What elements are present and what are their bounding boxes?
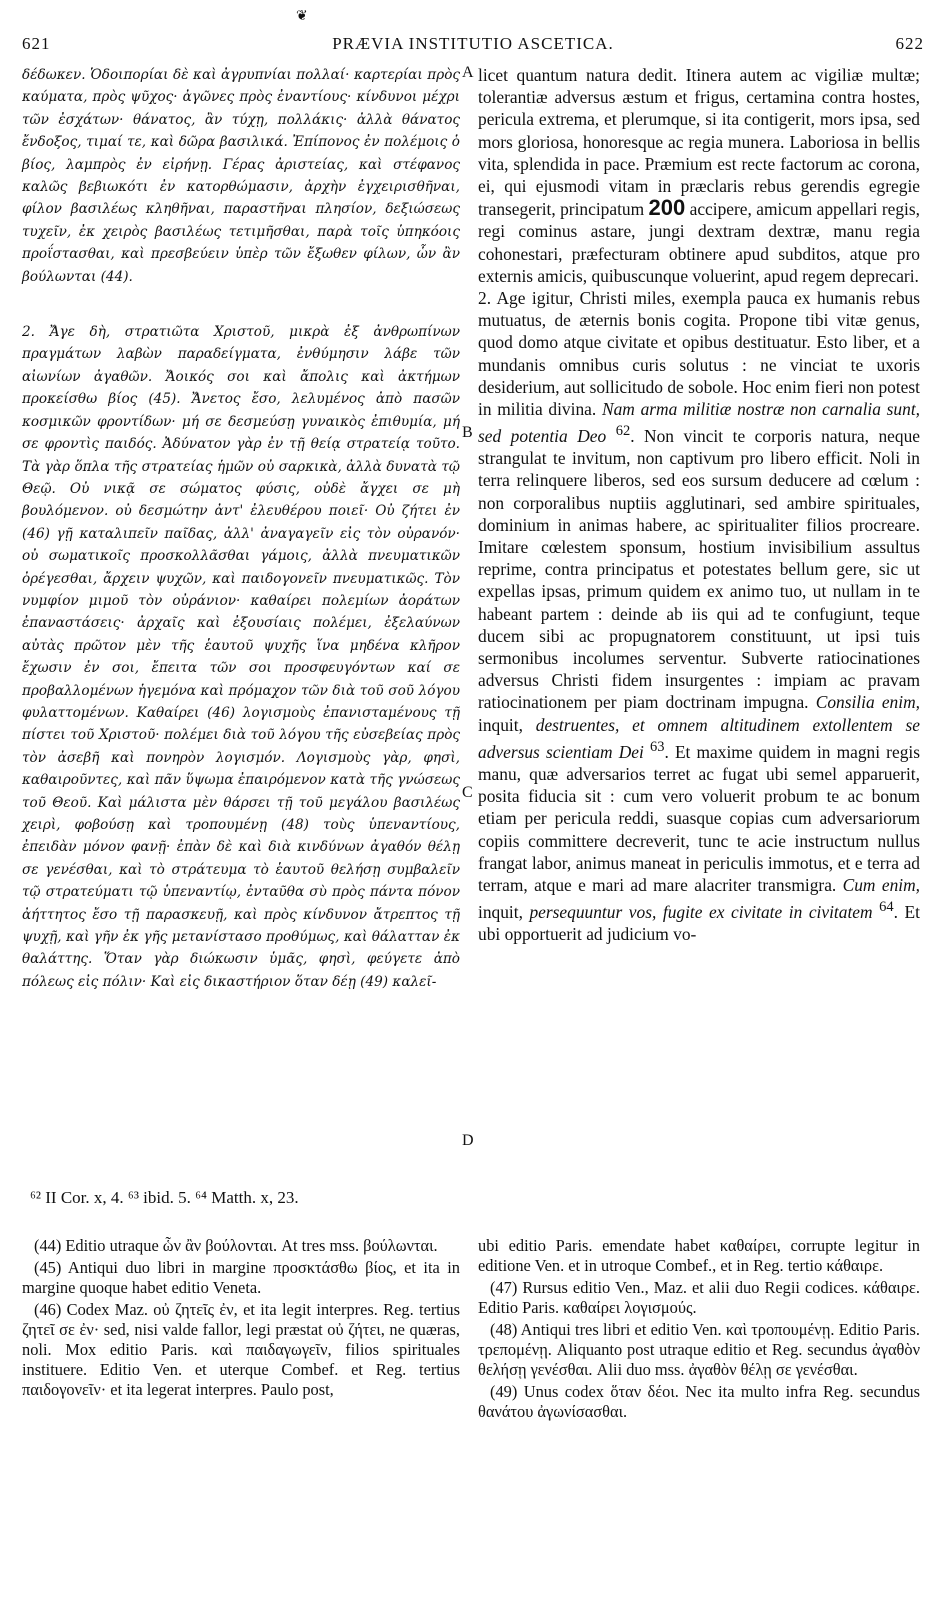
margin-letter-a: A: [462, 64, 474, 81]
greek-column: [22, 64, 460, 993]
greek-paragraph-2: 2. Ἄγε δὴ, στρατιῶτα Χριστοῦ, μικρὰ ἐξ ἀνθρωπίνων πραγμάτων λαβὼν παραδείγματα, ἐνθύμησιν λάβε τῶν αἰωνίων ἀγαθῶν. Ἄοικός σοι καὶ ἄπολις καὶ ἀκτήμων προκείσθω βίος (45). Ἄνετος ἔσο, λελυμένος ἀπὸ πασῶν κοσμικῶν φροντίδων· μή σε δεσμεύσῃ γυναικὸς ἐπιθυμία, μή σε φροντὶς παιδός. Ἀδύνατον γὰρ ἐν τῇ θείᾳ στρατείᾳ τοῦτο. Τὰ γὰρ ὅπλα τῆς στρατείας ἡμῶν οὐ σαρκικὰ, ἀλλὰ δυνατὰ τῷ Θεῷ. Οὐ νικᾷ σε σώματος φύσις, οὐδὲ ἄγχει σε μὴ βουλόμενον. οὐ δεσμώτην ἀντ' ἐλευθέρου ποιεῖ· Οὐ ζήτει ἐν (46) γῇ καταλιπεῖν παῖδας, ἀλλ' ἀναγαγεῖν εἰς τὸν οὐρανόν· οὐ σωματικοῖς προσκολλᾶσθαι γάμοις, ἀλλὰ πνευματικῶν ὀρέγεσθαι, ἄρχειν ψυχῶν, καὶ παιδογονεῖν πνευματικῶς. Τὸν νυμφίον μιμοῦ τὸν οὐράνιον· καθαίρει πολεμίων ἀοράτων ἐπαναστάσεις· ἀρχαῖς καὶ ἐξουσίαις πολέμει, ἐξελαύνων αὐτὰς πρῶτον μὲν τῆς ἑαυτοῦ ψυχῆς ἵνα μηδένα κλῆρον ἔχωσιν ἐν σοι, ἔπειτα τῶν σοι προσφευγόντων καί σε προβαλλομένων ἡγεμόνα καὶ πρόμαχον τῶν διὰ τοῦ σοῦ λόγου φυλαττομένων. Καθαίρει (46) λογισμοὺς ἐπανισταμένους τῇ πίστει τοῦ Χριστοῦ· πολέμει διὰ τοῦ λόγου τῆς εὐσεβείας πρὸς τὸν ἀσεβῆ καὶ πονηρὸν λογισμόν. Λογισμοὺς γὰρ, φησὶ, καθαιροῦντες, καὶ πᾶν ὕψωμα ἐπαιρόμενον κατὰ τῆς γνώσεως τοῦ Θεοῦ. Καὶ μάλιστα μὲν θάρσει τῇ τοῦ μεγάλου βασιλέως χειρὶ, φοβούσῃ καὶ τροπουμένῃ (48) τοὺς ὑπεναντίους, ἐπειδὰν μόνον φανῇ· ἐπὰν δὲ καὶ διὰ κινδύνων ἀγαθόν θέλῃ σε γενέσθαι, καὶ τὸ στράτευμα τὸ ἑαυτοῦ θελήσῃ συμβαλεῖν τῷ στρατεύματι τῷ ὑπεναντίῳ, ἐνταῦθα σὺ πρὸς πάντα πόνον ἀήττητος ἔσο τῇ παρασκευῇ, καὶ πρὸς κίνδυνον ἄτρεπτος τῇ ψυχῇ, καὶ γῆν ἐκ γῆς μετανίστασο προθύμως, καὶ θάλατταν ἐκ θαλάττης. Ὅταν γὰρ διώκωσιν ὑμᾶς, φησὶ, φεύγετε ἀπὸ πόλεως εἰς πόλιν· Καὶ εἰς δικαστήριον ὅταν δέῃ (49) καλεῖ-: [22, 324, 460, 990]
page-number-right: 622: [895, 34, 924, 53]
note-46-continued: ubi editio Paris. emendate habet καθαίρει, corrupte legitur in editione Ven. et in utroque Combef., et in Reg. tertio κάθαιρε.: [478, 1236, 920, 1275]
margin-letter-b: B: [462, 424, 473, 441]
note-46: (46) Codex Maz. οὐ ζητεῖς ἐν, et ita legit interpres. Reg. tertius ζητεῖ σε ἐν· sed, nisi valde fallor, legi præstat οὐ ζήτει, ne quæras, noli. Mox editio Paris. καὶ παιδαγωγεῖν, filios spirituales instituere. Editio Ven. et uterque Combef. et Reg. tertius παιδογονεῖν· et ita legerat interpres. Paulo post,: [22, 1300, 460, 1399]
latin-p2-text-c: inquit,: [478, 714, 536, 735]
latin-p2-text-e: inquit,: [478, 901, 530, 922]
scripture-references: ⁶² II Cor. x, 4. ⁶³ ibid. 5. ⁶⁴ Matth. x, 23.: [30, 1188, 299, 1207]
footnote-ref-64: 64: [879, 899, 894, 916]
latin-p1-text-b: accipere, amicum appellari regis, regi cominus astare, jungi dextram dextræ, manu regia cohonestari, præfecturam obtinere apud subditos, atque pro externis amicis, quibuscunque voluerint, apud regem deprecari.: [478, 199, 920, 286]
latin-p2-italic-4: Cum enim,: [842, 874, 920, 895]
latin-p2-text-d: . Et maxime quidem in magni regis manu, quæ adversarios terret ac fugat ubi semel apparuerit, posita fiducia sit : cum vero voluerit probum te ac bonum etiam per pericula reddi, suasque copias cum adversariorum copiis committere decreverit, tunc te acie instructum nullus frangat labor, animus maneat in periculis immotus, et e terra ad terram, atque e mari ad mare alacriter transmigra.: [478, 741, 920, 895]
notes-right: [478, 1236, 920, 1424]
latin-p2-italic-2: Consilia enim,: [815, 692, 920, 713]
note-47: (47) Rursus editio Ven., Maz. et alii duo Regii codices. κάθαιρε. Editio Paris. καθαίρει λογισμούς.: [478, 1278, 920, 1317]
greek-paragraph-1: δέδωκεν. Ὁδοιπορίαι δὲ καὶ ἀγρυπνίαι πολλαί· καρτερίαι πρὸς καύματα, πρὸς ψῦχος· ἀγῶνες πρὸς ἐναντίους· κίνδυνοι μέχρι τῶν ἐσχάτων· θάνατος, ἂν τύχῃ, πολλάκις· ἀλλὰ θάνατος ἔνδοξος, τιμαί τε, καὶ δῶρα βασιλικά. Ἐπίπονος ἐν πολέμοις ὁ βίος, λαμπρὸς ἐν εἰρήνῃ. Γέρας ἀριστείας, καὶ στέφανος καλῶς βεβιωκότι ἐν κατορθώμασιν, ἀρχὴν ἐγχειρισθῆναι, φίλον βασιλέως κληθῆναι, παραστῆναι πλησίον, δεξιώσεως τυχεῖν, ἐκ χειρὸς βασιλέως τετιμῆσθαι, παρὰ τοῖς ὑπηκόοις προΐστασθαι, καὶ πρεσβεύειν ὑπὲρ τῶν ἔξωθεν φίλων, ὧν ἂν βούλωνται (44).: [22, 67, 460, 285]
latin-paragraph-1: [478, 64, 920, 287]
latin-p2-text-f: . Et ubi opportuerit ad judicium vo-: [478, 901, 920, 945]
footnote-ref-63: 63: [649, 738, 665, 755]
latin-paragraph-2: [478, 287, 920, 945]
latin-p2-italic-1: Nam arma militiæ nostræ non carnalia sunt, sed potentia Deo: [478, 399, 921, 447]
ornament-mark: ❦: [296, 8, 308, 24]
margin-letter-d: D: [462, 1132, 474, 1149]
latin-p1-text-a: licet quantum natura dedit. Itinera autem ac vigiliæ multæ; tolerantiæ adversus æstum et frigus, certamina contra hostes, pericula extrema, et plerumque, si ita contigerit, mors ipsa, sed mors gloriosa, honoresque ac regia munera. Laboriosa in bellis vita, splendida in pace. Præmium est recte factorum ac corona, ei, qui ejusmodi vitam in præclaris rebus gerendis egregie transegerit, principatum: [478, 65, 920, 220]
footnote-ref-62: 62: [615, 423, 631, 440]
latin-p2-italic-3: destruentes, et omnem altitudinem extollentem se adversus scientiam Dei: [478, 714, 920, 762]
latin-p2-text-b: . Non vincit te corporis natura, neque strangulat te invitum, non captivum pro libero efficit. Noli in terra relinquere liberos, sed eos sursum deducere ad cœlum : non corporalibus nuptiis agglutinari, sed ambire spirituales, dominium in animas habere, ac spiritualiter filios procreare. Imitare cœlestem sponsum, hostium invisibilium assultus reprime, contra principatus et potestates bellum gere, sic ut expellas ipsas, primum quidem ex animo tuo, ut nullam in te habeant partem : deinde ab iis qui ad te confugiunt, teque ducem sibi ac propugnatorem constituunt, ut ipsi tuis sermonibus incolumes serventur. Subverte ratiocinationes adversus Christi fidem insurgentes : impiam ac pravam ratiocinationem per piam doctrinam impugna.: [478, 426, 920, 713]
margin-letter-c: C: [462, 784, 473, 801]
latin-p2-italic-5: persequuntur vos, fugite ex civitate in civitatem: [529, 901, 873, 922]
note-48: (48) Antiqui tres libri et editio Ven. καὶ τροπουμένῃ. Editio Paris. τρεπομένῃ. Aliquanto post utraque editio et Reg. secundus ἀγαθὸν θελήσῃ γενέσθαι. Alii duo mss. ἀγαθὸν θέλῃ σε γενέσθαι.: [478, 1320, 920, 1379]
page-title: PRÆVIA INSTITUTIO ASCETICA.: [332, 34, 614, 53]
note-49: (49) Unus codex ὅταν δέοι. Nec ita multo infra Reg. secundus θανάτου ἀγωνίσασθαι.: [478, 1382, 920, 1421]
note-44: (44) Editio utraque ὧν ἂν βούλονται. At tres mss. βούλωνται.: [34, 1236, 438, 1255]
column-number-200: 200: [648, 195, 686, 221]
latin-p2-text-a: 2. Age igitur, Christi miles, exempla pauca ex humanis rebus mutuatus, de æternis bonis cogita. Propone tibi vitæ genus, quod domo atque civitate et opibus destituatur. Esto liber, et a mundanis omnibus curis solutus : ne vinciat te uxoris desiderium, aut sollicitudo de sobole. Hoc enim fieri non potest in militia divina.: [478, 288, 920, 420]
latin-column: [478, 64, 920, 945]
running-header: [22, 34, 924, 58]
notes-left: [22, 1236, 460, 1402]
note-45: (45) Antiqui duo libri in margine προσκτάσθω βίος, et ita in margine quoque habet editio Veneta.: [22, 1258, 460, 1297]
page-number-left: 621: [22, 34, 51, 53]
